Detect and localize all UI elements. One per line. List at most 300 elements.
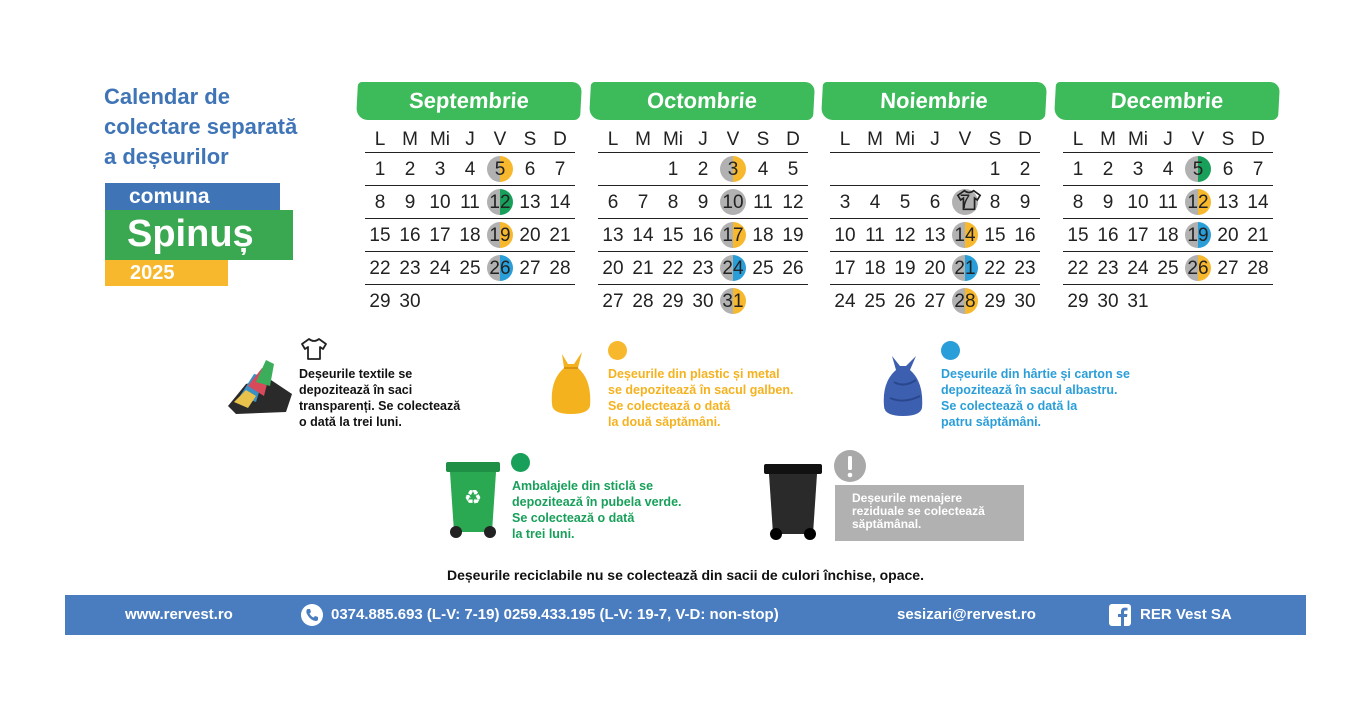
calendar-day [860,252,890,285]
day-number: 27 [1217,258,1239,279]
day-number: 24 [1127,258,1149,279]
week-row [1063,219,1273,252]
calendar-day [1243,186,1273,219]
weekday-label: L [1072,129,1084,150]
weekday-label: Mi [1127,129,1149,150]
day-number: 15 [662,225,684,246]
calendar-day [628,219,658,252]
day-number: 1 [989,159,1001,180]
month-noiembrie [822,82,1046,318]
phone-numbers[interactable]: 0374.885.693 (L-V: 7-19) 0259.433.195 (L-V: 19-7, V-D: non-stop) [331,606,779,623]
yellow-bag-icon [548,350,594,416]
calendar-day [425,153,455,186]
calendar-day [658,285,688,318]
week-row [830,186,1040,219]
week-row [598,186,808,219]
day-number: 20 [602,258,624,279]
calendar-day [658,219,688,252]
calendar-day [395,252,425,285]
day-number: 26 [782,258,804,279]
legend-line: la trei luni. [512,527,575,541]
calendar-day [748,252,778,285]
day-number: 3 [839,192,851,213]
day-number: 9 [1102,192,1114,213]
weekday-label: V [493,129,507,150]
legend-glass [512,478,682,542]
day-number: 7 [1252,159,1264,180]
yellow-dot [608,341,627,360]
calendar-day [1010,186,1040,219]
day-number: 11 [460,192,480,213]
weekday-label: J [1163,129,1173,150]
title-line: a deșeurilor [104,144,229,169]
day-number: 4 [757,159,769,180]
calendar-day [830,252,860,285]
calendar-day [1153,186,1183,219]
day-number: 29 [984,291,1006,312]
comuna-label: comuna [105,183,280,211]
day-number: 8 [667,192,679,213]
phone-icon [301,604,323,626]
month-title: Septembrie [356,82,582,120]
day-number: 26 [894,291,916,312]
day-number: 12 [1187,192,1209,213]
calendar-day [860,285,890,318]
day-number: 7 [554,159,566,180]
day-number: 8 [374,192,386,213]
calendar-day [545,186,575,219]
calendar-day [830,219,860,252]
calendar-day [1010,252,1040,285]
calendar-day [1063,219,1093,252]
legend-line: Se colectează o dată [608,399,731,413]
week-row [598,285,808,318]
weekday-label: S [523,129,537,150]
page-title [104,82,354,172]
day-number: 2 [404,159,416,180]
collection-day [485,153,515,186]
month-decembrie [1055,82,1279,318]
week-row [830,252,1040,285]
calendar-day [688,186,718,219]
weekday-label: J [930,129,940,150]
day-number: 10 [722,192,744,213]
week-row [365,153,575,186]
calendar-day [395,153,425,186]
day-number: 18 [459,225,481,246]
calendar-day [425,285,455,318]
week-row [598,153,808,186]
calendar-day [515,153,545,186]
day-number: 14 [954,225,976,246]
month-title: Noiembrie [821,82,1047,120]
day-number: 16 [692,225,714,246]
calendar-day [1010,153,1040,186]
calendar-day [980,285,1010,318]
calendar-day [1213,285,1243,318]
day-number: 18 [1157,225,1179,246]
legend-residual [852,492,985,531]
calendar-day [778,285,808,318]
day-number: 9 [404,192,416,213]
calendar-day [688,219,718,252]
calendar-day [598,219,628,252]
weekday-label: D [1018,129,1032,150]
calendar-day [628,186,658,219]
legend-line: o dată la trei luni. [299,415,402,429]
weekday-label: S [988,129,1002,150]
day-number: 7 [959,192,971,213]
black-bin-icon [762,460,824,542]
collection-day [1183,219,1213,252]
day-number: 10 [1127,192,1149,213]
day-number: 22 [662,258,684,279]
weekday-label: Mi [662,129,684,150]
calendar-day [1243,153,1273,186]
month-title: Decembrie [1054,82,1280,120]
day-number: 21 [954,258,976,279]
calendar-day [1123,186,1153,219]
calendar-day [920,219,950,252]
calendar-day [1213,153,1243,186]
day-number: 29 [1067,291,1089,312]
calendar-day [748,186,778,219]
weekday-label: Mi [429,129,451,150]
legend-line: Se colectează o dată [512,511,635,525]
day-number: 23 [399,258,421,279]
day-number: 14 [1247,192,1269,213]
day-number: 14 [549,192,571,213]
day-number: 21 [1247,225,1269,246]
week-row [365,252,575,285]
week-row [1063,252,1273,285]
calendar-day [1010,285,1040,318]
day-number: 5 [899,192,911,213]
calendar-day [1123,219,1153,252]
calendar-day [545,153,575,186]
calendar-day [1123,285,1153,318]
calendar-day [920,153,950,186]
weekday-label: D [553,129,567,150]
day-number: 29 [662,291,684,312]
weekday-label: J [698,129,708,150]
calendar-day [920,252,950,285]
weekday-label: L [839,129,851,150]
day-number: 26 [1187,258,1209,279]
calendar-day [545,285,575,318]
collection-day [1183,153,1213,186]
legend-line: Deșeurile din hârtie și carton se [941,367,1130,381]
calendar-day [395,285,425,318]
week-row [365,285,575,318]
calendar-day [628,252,658,285]
collection-day [1183,252,1213,285]
weekday-label: M [402,129,418,150]
day-number: 27 [602,291,624,312]
day-number: 4 [1162,159,1174,180]
calendar-day [455,285,485,318]
title-line: colectare separată [104,114,298,139]
day-number: 15 [1067,225,1089,246]
legend-line: Deșeurile din plastic și metal [608,367,780,381]
calendar-day [980,252,1010,285]
day-number: 4 [464,159,476,180]
calendar-day [1243,285,1273,318]
day-number: 17 [834,258,856,279]
calendar-day [1213,252,1243,285]
day-number: 30 [1014,291,1036,312]
day-number: 22 [1067,258,1089,279]
calendar-day [860,186,890,219]
day-number: 18 [864,258,886,279]
calendar-day [1153,153,1183,186]
day-number: 9 [1019,192,1031,213]
calendar-day [365,186,395,219]
calendar-day [1153,285,1183,318]
calendar-day [860,219,890,252]
calendar-day [598,285,628,318]
calendar-day [748,219,778,252]
facebook-icon [1109,604,1131,626]
day-number: 25 [1157,258,1179,279]
calendar-day [1093,252,1123,285]
day-number: 14 [632,225,654,246]
green-bin-icon [442,458,504,540]
calendar-day [598,252,628,285]
calendar-day [688,285,718,318]
weekday-label: M [1100,129,1116,150]
calendar-day [980,186,1010,219]
day-number: 9 [697,192,709,213]
collection-day [950,252,980,285]
day-number: 15 [984,225,1006,246]
day-number: 8 [1072,192,1084,213]
day-number: 24 [722,258,744,279]
calendar-day [455,219,485,252]
collection-day [485,219,515,252]
legend-line: Deșeurile textile se [299,367,413,381]
day-number: 26 [489,258,511,279]
legend-line: depozitează în pubela verde. [512,495,682,509]
weekday-label: D [786,129,800,150]
legend-line: se depozitează în sacul galben. [608,383,794,397]
day-number: 12 [782,192,804,213]
calendar-day [1213,186,1243,219]
day-number: 11 [1158,192,1178,213]
day-number: 22 [369,258,391,279]
day-number: 27 [924,291,946,312]
day-number: 10 [429,192,451,213]
day-number: 13 [602,225,624,246]
textile-pile-icon [226,356,294,416]
calendar-day [365,219,395,252]
weekday-label: V [726,129,740,150]
collection-day [718,153,748,186]
day-number: 28 [1247,258,1269,279]
calendar-day [1093,285,1123,318]
weekday-label: L [374,129,386,150]
collection-day [718,252,748,285]
year-badge: 2025 [105,260,228,286]
day-number: 17 [1127,225,1149,246]
collection-day [718,186,748,219]
day-number: 5 [494,159,506,180]
day-number: 28 [549,258,571,279]
calendar-day [1183,285,1213,318]
footer-bar [65,595,1306,635]
exclamation-icon [833,449,867,483]
calendar-day [688,252,718,285]
calendar-day [365,153,395,186]
day-number: 30 [1097,291,1119,312]
day-number: 13 [519,192,541,213]
calendar-day [545,219,575,252]
calendar-day [395,219,425,252]
day-number: 15 [369,225,391,246]
weekday-header [598,127,808,153]
collection-day [1183,186,1213,219]
weekday-header [365,127,575,153]
weekday-label: J [465,129,475,150]
website-link[interactable]: www.rervest.ro [125,606,233,623]
legend-line: reziduale se colectează [852,504,985,518]
calendar-day [1093,219,1123,252]
calendar-day [980,219,1010,252]
day-number: 16 [1097,225,1119,246]
calendar-day [860,153,890,186]
week-row [598,219,808,252]
calendar-day [920,186,950,219]
legend-line: transparenți. Se colectează [299,399,461,413]
day-number: 31 [1127,291,1149,312]
weekday-label: L [607,129,619,150]
calendar-day [1243,219,1273,252]
week-row [1063,186,1273,219]
day-number: 18 [752,225,774,246]
calendar-day [890,285,920,318]
day-number: 30 [692,291,714,312]
calendar-day [1093,153,1123,186]
calendar-day [890,219,920,252]
day-number: 20 [1217,225,1239,246]
calendar-day [1063,285,1093,318]
day-number: 21 [632,258,654,279]
day-number: 31 [722,291,744,312]
day-number: 2 [1019,159,1031,180]
calendar-day [515,219,545,252]
day-number: 28 [632,291,654,312]
day-number: 29 [369,291,391,312]
calendar-day [830,186,860,219]
week-row [365,186,575,219]
calendar-day [950,153,980,186]
email-link[interactable]: sesizari@rervest.ro [897,606,1036,623]
day-number: 25 [459,258,481,279]
facebook-link[interactable]: RER Vest SA [1140,606,1232,623]
collection-day [950,219,980,252]
weekday-header [1063,127,1273,153]
calendar-day [365,252,395,285]
day-number: 22 [984,258,1006,279]
month-title: Octombrie [589,82,815,120]
calendar-day [598,153,628,186]
legend-paper [941,366,1130,430]
day-number: 23 [1014,258,1036,279]
week-row [1063,153,1273,186]
day-number: 11 [753,192,773,213]
legend-line: patru săptămâni. [941,415,1042,429]
calendar-day [1153,252,1183,285]
weekday-header [830,127,1040,153]
day-number: 3 [1132,159,1144,180]
day-number: 5 [1192,159,1204,180]
calendar-day [455,186,485,219]
weekday-label: M [867,129,883,150]
day-number: 6 [1222,159,1234,180]
calendar-day [748,285,778,318]
day-number: 1 [667,159,679,180]
legend-line: Se colectează o dată la [941,399,1078,413]
calendar-day [1093,186,1123,219]
day-number: 4 [869,192,881,213]
day-number: 20 [924,258,946,279]
collection-day [485,252,515,285]
legend-line: Ambalajele din sticlă se [512,479,654,493]
day-number: 3 [727,159,739,180]
day-number: 24 [429,258,451,279]
calendar-day [485,285,515,318]
tshirt-icon [300,337,328,361]
month-septembrie [357,82,581,318]
calendar-day [515,252,545,285]
collection-day [950,285,980,318]
day-number: 2 [697,159,709,180]
day-number: 23 [1097,258,1119,279]
legend-line: săptămânal. [852,517,922,531]
day-number: 3 [434,159,446,180]
calendar-day [890,252,920,285]
legend-textile [299,366,460,430]
month-octombrie [590,82,814,318]
blue-bag-icon [880,352,926,418]
day-number: 2 [1102,159,1114,180]
calendar-day [1213,219,1243,252]
day-number: 21 [549,225,571,246]
calendar-day [1063,252,1093,285]
calendar-day [515,186,545,219]
calendar-day [830,153,860,186]
weekday-label: S [1221,129,1235,150]
calendar-day [455,153,485,186]
weekday-label: Mi [894,129,916,150]
legend-line: Deșeurile menajere [852,491,963,505]
calendar-day [778,219,808,252]
calendar-day [1123,252,1153,285]
calendar-day [515,285,545,318]
calendar-day [425,219,455,252]
collection-day [950,186,980,219]
day-number: 25 [752,258,774,279]
commune-name: Spinuș [105,210,293,260]
calendar-day [778,186,808,219]
day-number: 23 [692,258,714,279]
week-row [830,285,1040,318]
day-number: 1 [374,159,386,180]
day-number: 20 [519,225,541,246]
legend-line: depozitează în saci [299,383,413,397]
footer-note: Deșeurile reciclabile nu se colectează din sacii de culori închise, opace. [447,567,924,583]
calendar-day [1010,219,1040,252]
